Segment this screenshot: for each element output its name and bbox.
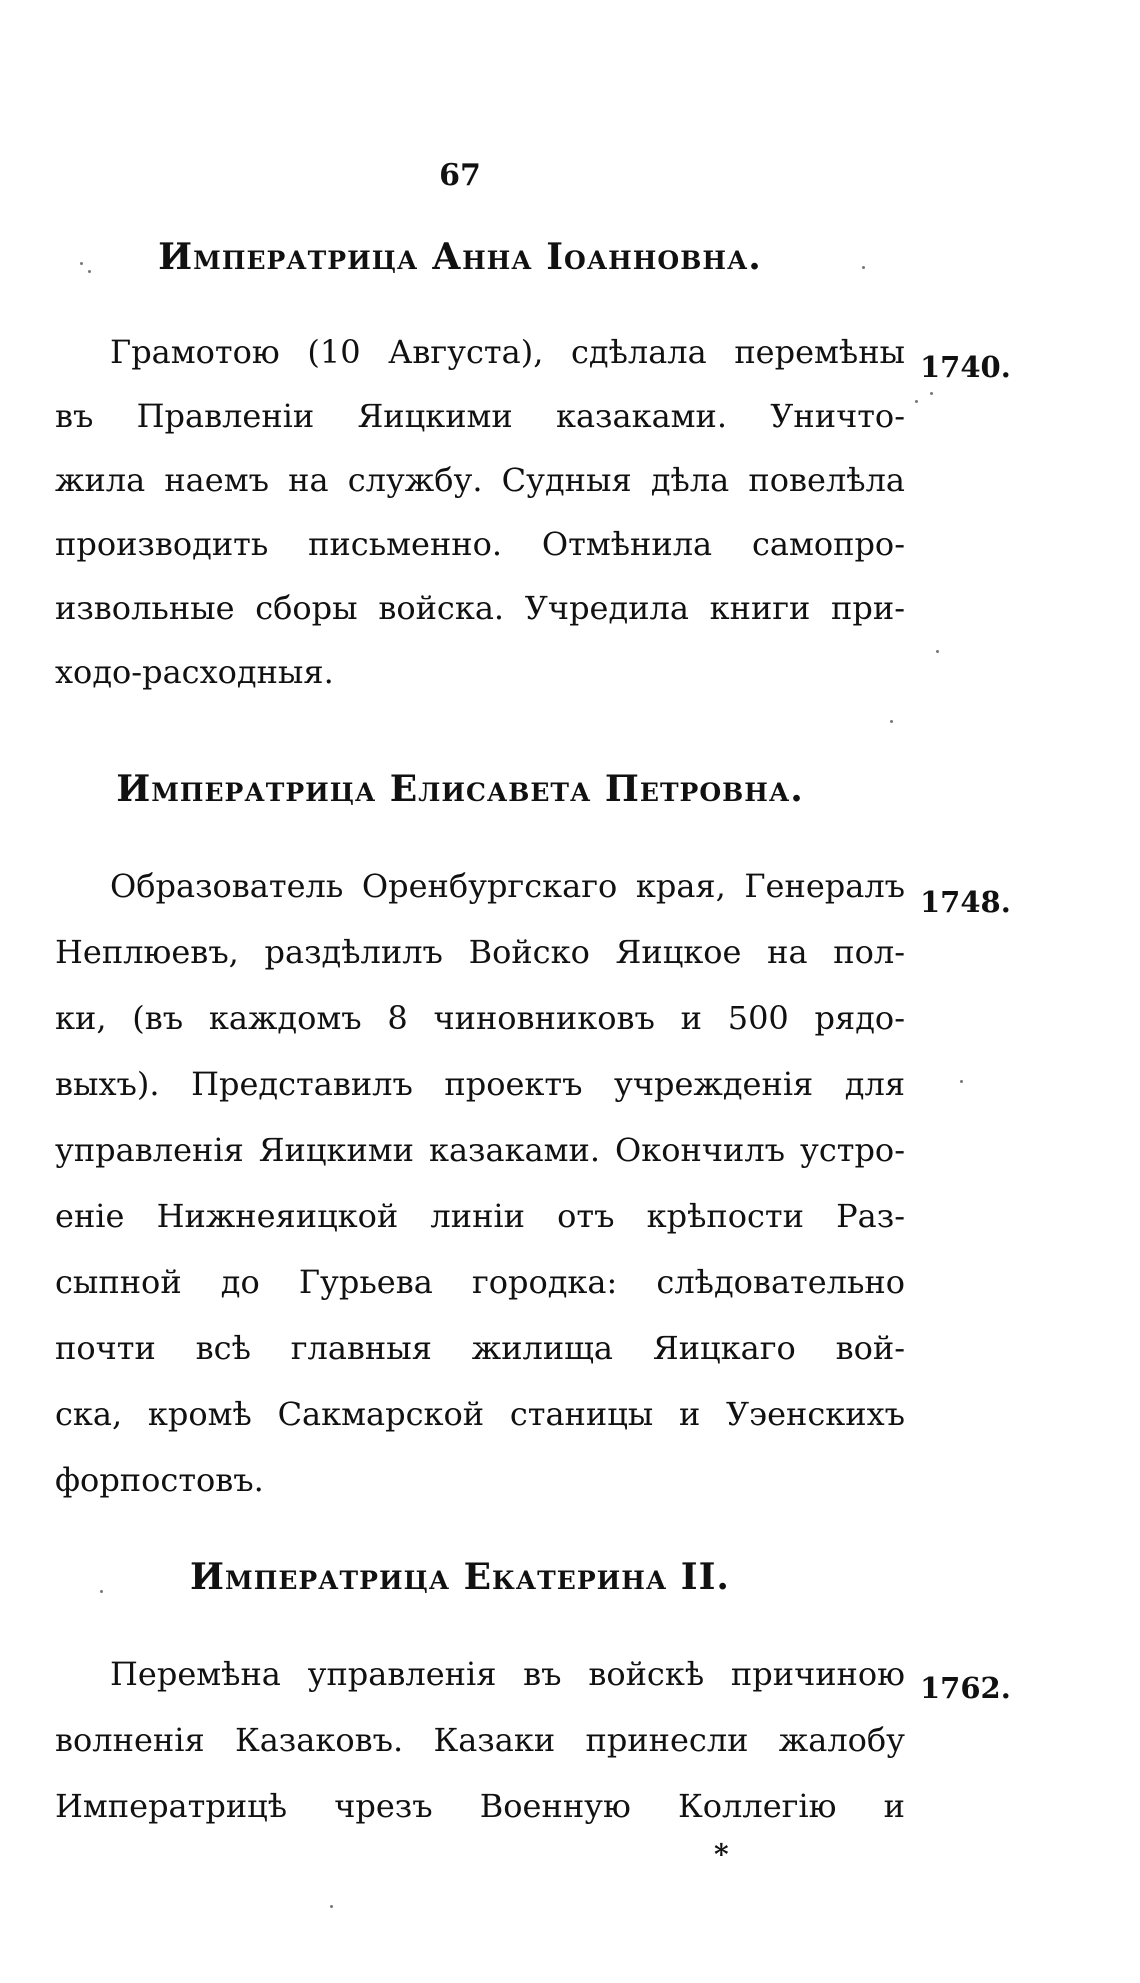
- year-note: 1740.: [920, 350, 1011, 384]
- text-line: управленія Яицкими казаками. Окончилъ устро-: [55, 1131, 905, 1169]
- text-line: Образователь Оренбургскаго края, Генералъ: [110, 867, 905, 905]
- text-line: еніе Нижнеяицкой линіи отъ крѣпости Раз-: [55, 1197, 905, 1235]
- section-heading: Императрица Екатерина II.: [190, 1556, 730, 1598]
- text-line: выхъ). Представилъ проектъ учрежденія для: [55, 1065, 905, 1103]
- text-line: Перемѣна управленія въ войскѣ причиною: [110, 1655, 905, 1693]
- scan-speck: [915, 400, 918, 403]
- year-note: 1748.: [920, 885, 1011, 919]
- scan-speck: [936, 650, 939, 653]
- scan-speck: [930, 392, 933, 395]
- scan-speck: [88, 270, 91, 273]
- text-line: Грамотою (10 Августа), сдѣлала перемѣны: [110, 333, 905, 371]
- text-line: ходо-расходныя.: [55, 653, 334, 691]
- text-line: форпостовъ.: [55, 1461, 264, 1499]
- text-line: сыпной до Гурьева городка: слѣдовательно: [55, 1263, 905, 1301]
- scan-speck: [100, 1590, 103, 1593]
- text-line: Императрицѣ чрезъ Военную Коллегію и: [55, 1787, 905, 1825]
- text-line: производить письменно. Отмѣнила самопро-: [55, 525, 905, 563]
- scan-speck: [862, 266, 865, 269]
- text-line: почти всѣ главныя жилища Яицкаго вой-: [55, 1329, 905, 1367]
- scan-speck: [80, 262, 83, 265]
- section-heading: Императрица Анна Іоанновна.: [158, 236, 762, 278]
- text-line: извольные сборы войска. Учредила книги при-: [55, 589, 905, 627]
- text-line: Неплюевъ, раздѣлилъ Войско Яицкое на пол-: [55, 933, 905, 971]
- text-line: волненія Казаковъ. Казаки принесли жалобу: [55, 1721, 905, 1759]
- text-line: ска, кромѣ Сакмарской станицы и Уэенскихъ: [55, 1395, 905, 1433]
- scan-speck: [960, 1080, 963, 1083]
- scan-speck: [330, 1905, 333, 1908]
- text-line: ки, (въ каждомъ 8 чиновниковъ и 500 рядо-: [55, 999, 905, 1037]
- section-heading: Императрица Елисавета Петровна.: [116, 768, 804, 810]
- signature-mark: *: [714, 1838, 729, 1871]
- scan-speck: [890, 720, 893, 723]
- page-number: 67: [439, 158, 481, 193]
- year-note: 1762.: [920, 1671, 1011, 1705]
- text-line: жила наемъ на службу. Судныя дѣла повелѣла: [55, 461, 905, 499]
- text-line: въ Правленіи Яицкими казаками. Уничто-: [55, 397, 905, 435]
